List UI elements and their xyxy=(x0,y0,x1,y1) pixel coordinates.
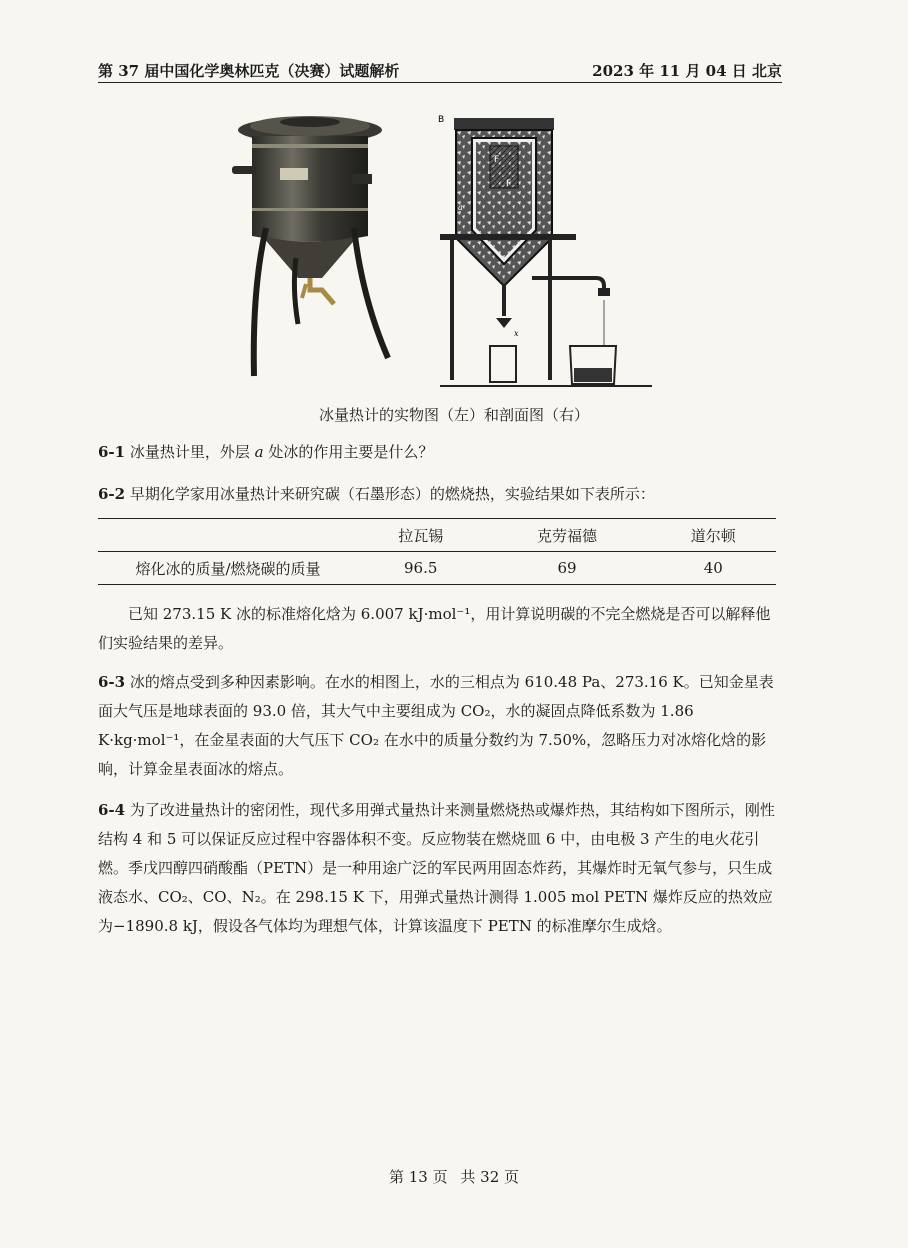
question-number: 6-1 xyxy=(98,443,126,461)
label-f1: F xyxy=(494,155,500,165)
table-row xyxy=(98,552,776,585)
label-x: x xyxy=(514,329,519,338)
table-header-row xyxy=(98,519,776,552)
question-text-end: 处冰的作用主要是什么？ xyxy=(263,443,434,461)
table-cell: 69 xyxy=(557,559,577,577)
table-row-label: 熔化冰的质量/燃烧碳的质量 xyxy=(135,559,321,578)
results-table xyxy=(98,518,776,585)
question-text: 冰的熔点受到多种因素影响。在水的相图上，水的三相点为 610.48 Pa、273.16 K。已知金星表面大气压是地球表面的 93.0 倍，其大气中主要组成为 CO₂，水的凝固点降低系数为 1.86 K·kg·mol⁻¹，在金星表面的大气压下 CO₂ 在水中的质量分数约为 7.50%，忽略压力对冰熔化焓的影响，计算金星表面冰的熔点。 xyxy=(98,673,774,778)
question-number: 6-4 xyxy=(98,801,126,819)
question-number: 6-3 xyxy=(98,673,126,691)
question-6-4 xyxy=(98,796,782,941)
label-f2: F xyxy=(506,179,512,189)
question-text: 早期化学家用冰量热计来研究碳（石墨形态）的燃烧热，实验结果如下表所示： xyxy=(129,485,655,503)
question-6-2-followup: 已知 273.15 K 冰的标准熔化焓为 6.007 kJ·mol⁻¹，用计算说明碳的不完全燃烧是否可以解释他们实验结果的差异。 xyxy=(98,605,771,652)
question-6-2 xyxy=(98,480,782,509)
calorimeter-photo xyxy=(222,108,412,388)
table-header-lavoisier: 拉瓦锡 xyxy=(398,526,444,545)
page-footer xyxy=(0,1166,908,1187)
table-header-crawford: 克劳福德 xyxy=(536,526,597,545)
footer-page-number: 第 13 页 xyxy=(388,1168,448,1186)
figure-caption: 冰量热计的实物图（左）和剖面图（右） xyxy=(318,406,589,424)
question-text: 冰量热计里，外层 xyxy=(129,443,255,461)
question-6-3 xyxy=(98,668,782,784)
question-6-1 xyxy=(98,438,782,467)
header-title: 第 37 届中国化学奥林匹克（决赛）试题解析 xyxy=(98,62,400,80)
question-number: 6-2 xyxy=(98,485,126,503)
label-a: a xyxy=(458,203,463,212)
table-cell: 96.5 xyxy=(403,559,438,577)
label-b: B xyxy=(438,115,445,125)
table-header-dalton: 道尔顿 xyxy=(690,526,736,545)
calorimeter-cross-section xyxy=(436,110,662,392)
table-header-blank xyxy=(98,519,358,552)
footer-total-pages: 共 32 页 xyxy=(460,1168,520,1186)
table-cell: 40 xyxy=(703,559,723,577)
question-text: 为了改进量热计的密闭性，现代多用弹式量热计来测量燃烧热或爆炸热，其结构如下图所示，刚性结构 4 和 5 可以保证反应过程中容器体积不变。反应物装在燃烧皿 6 中，由电极 3 产生的电火花引燃。季戊四醇四硝酸酯（PETN）是一种用途广泛的军民两用固态炸药，其爆炸时无氧气参与，只生成液态水、CO₂、CO、N₂。在 298.15 K 下，用弹式量热计测得 1.005 mol PETN 爆炸反应的热效应为−1890.8 kJ，假设各气体均为理想气体，计算该温度下 PETN 的标准摩尔生成焓。 xyxy=(98,801,775,935)
header-date-location: 2023 年 11 月 04 日 北京 xyxy=(592,62,782,80)
page-header xyxy=(98,58,782,83)
question-italic-var: a xyxy=(254,443,264,461)
